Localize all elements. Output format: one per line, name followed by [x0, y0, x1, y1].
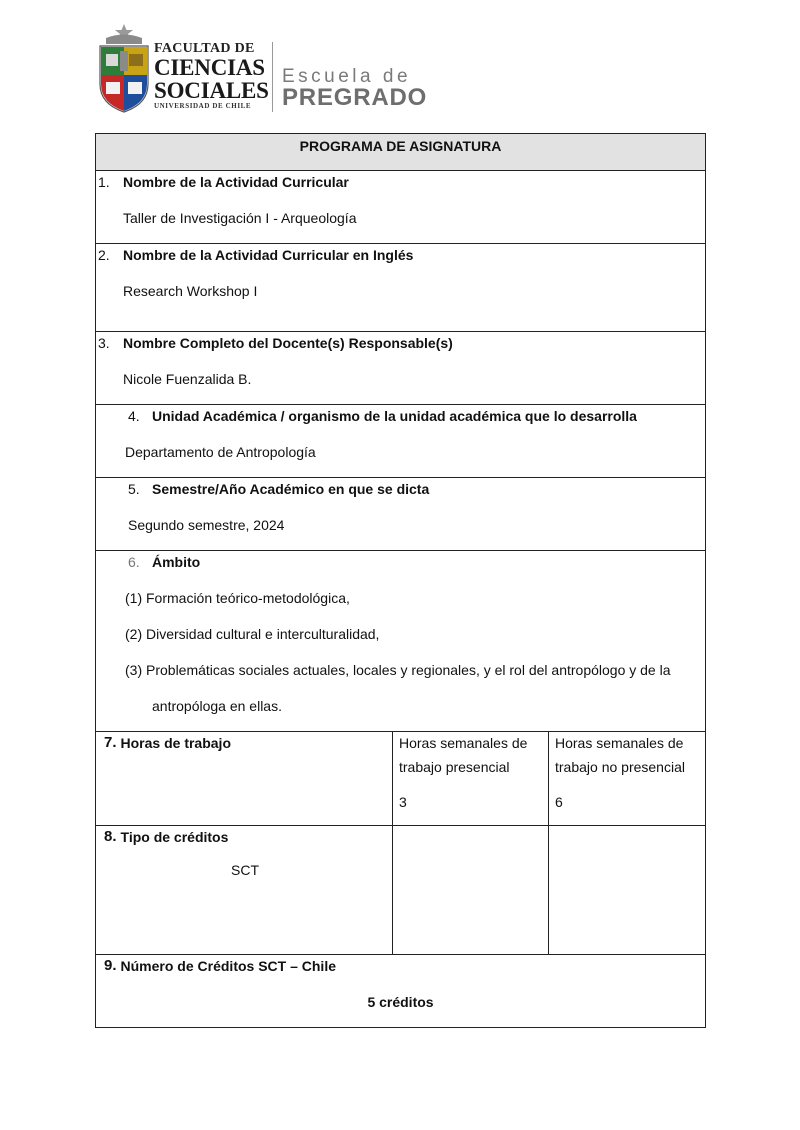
section-5	[96, 478, 706, 551]
in-person-hours-label-2: trabajo presencial	[399, 759, 510, 775]
faculty-line-2: CIENCIAS	[154, 55, 265, 80]
credit-type-empty-cell-2	[549, 826, 706, 955]
section-2-label: Nombre de la Actividad Curricular en Inglés	[123, 247, 414, 263]
section-3	[96, 332, 706, 405]
school-line-1: Escuela de	[282, 66, 412, 87]
section-6-label: Ámbito	[152, 554, 201, 570]
section-2	[96, 244, 706, 332]
credit-type-empty-cell-1	[393, 826, 549, 955]
university-name: UNIVERSIDAD DE CHILE	[154, 102, 252, 110]
school-line-2: PREGRADO	[282, 84, 428, 111]
section-4-value: Departamento de Antropología	[125, 444, 316, 460]
section-7-number: 7.	[104, 734, 117, 751]
section-8	[96, 826, 393, 955]
section-5-value: Segundo semestre, 2024	[128, 517, 285, 533]
section-4	[96, 405, 706, 478]
section-5-label: Semestre/Año Académico en que se dicta	[152, 481, 430, 497]
remote-hours-cell	[549, 732, 706, 826]
section-9-number: 9.	[104, 957, 117, 974]
in-person-hours-label-1: Horas semanales de	[399, 735, 528, 751]
section-4-number: 4.	[128, 408, 140, 424]
scope-item-3: (3) Problemáticas sociales actuales, locales y regionales, y el rol del antropólogo y de la	[125, 662, 671, 678]
section-5-number: 5.	[128, 481, 140, 497]
section-3-value: Nicole Fuenzalida B.	[123, 371, 252, 387]
section-1-label: Nombre de la Actividad Curricular	[123, 174, 349, 190]
section-4-label: Unidad Académica / organismo de la unidad académica que lo desarrolla	[152, 408, 637, 424]
university-crest-icon	[96, 22, 152, 114]
remote-hours-label-1: Horas semanales de	[555, 735, 684, 751]
section-7-label: Horas de trabajo	[120, 735, 231, 751]
section-3-label: Nombre Completo del Docente(s) Responsable(s)	[123, 335, 453, 351]
faculty-header	[96, 22, 436, 114]
faculty-line-3: SOCIALES	[154, 78, 269, 103]
program-title: PROGRAMA DE ASIGNATURA	[299, 138, 502, 154]
section-6-number: 6.	[128, 554, 140, 570]
program-title-cell	[96, 134, 706, 171]
remote-hours-label-2: trabajo no presencial	[555, 759, 685, 775]
faculty-line-1: FACULTAD DE	[154, 41, 255, 56]
program-table	[95, 133, 706, 1028]
header-divider	[272, 42, 273, 112]
section-3-number: 3.	[98, 335, 110, 351]
faculty-name	[154, 41, 269, 111]
scope-item-1: (1) Formación teórico-metodológica,	[125, 590, 350, 606]
in-person-hours-value: 3	[399, 794, 407, 810]
section-2-number: 2.	[98, 247, 110, 263]
section-1-number: 1.	[98, 174, 110, 190]
section-2-value: Research Workshop I	[123, 283, 258, 299]
section-8-label: Tipo de créditos	[120, 829, 229, 845]
section-1	[96, 171, 706, 244]
in-person-hours-cell	[393, 732, 549, 826]
section-8-number: 8.	[104, 828, 117, 845]
credits-value: 5 créditos	[367, 994, 434, 1010]
section-6	[96, 551, 706, 732]
section-9-label: Número de Créditos SCT – Chile	[120, 958, 336, 974]
section-9	[96, 955, 706, 1028]
scope-item-2: (2) Diversidad cultural e interculturalidad,	[125, 626, 380, 642]
credit-type-value: SCT	[231, 862, 259, 878]
section-7	[96, 732, 393, 826]
remote-hours-value: 6	[555, 794, 563, 810]
scope-item-3-continued: antropóloga en ellas.	[152, 698, 282, 714]
section-1-value: Taller de Investigación I - Arqueología	[123, 210, 357, 226]
